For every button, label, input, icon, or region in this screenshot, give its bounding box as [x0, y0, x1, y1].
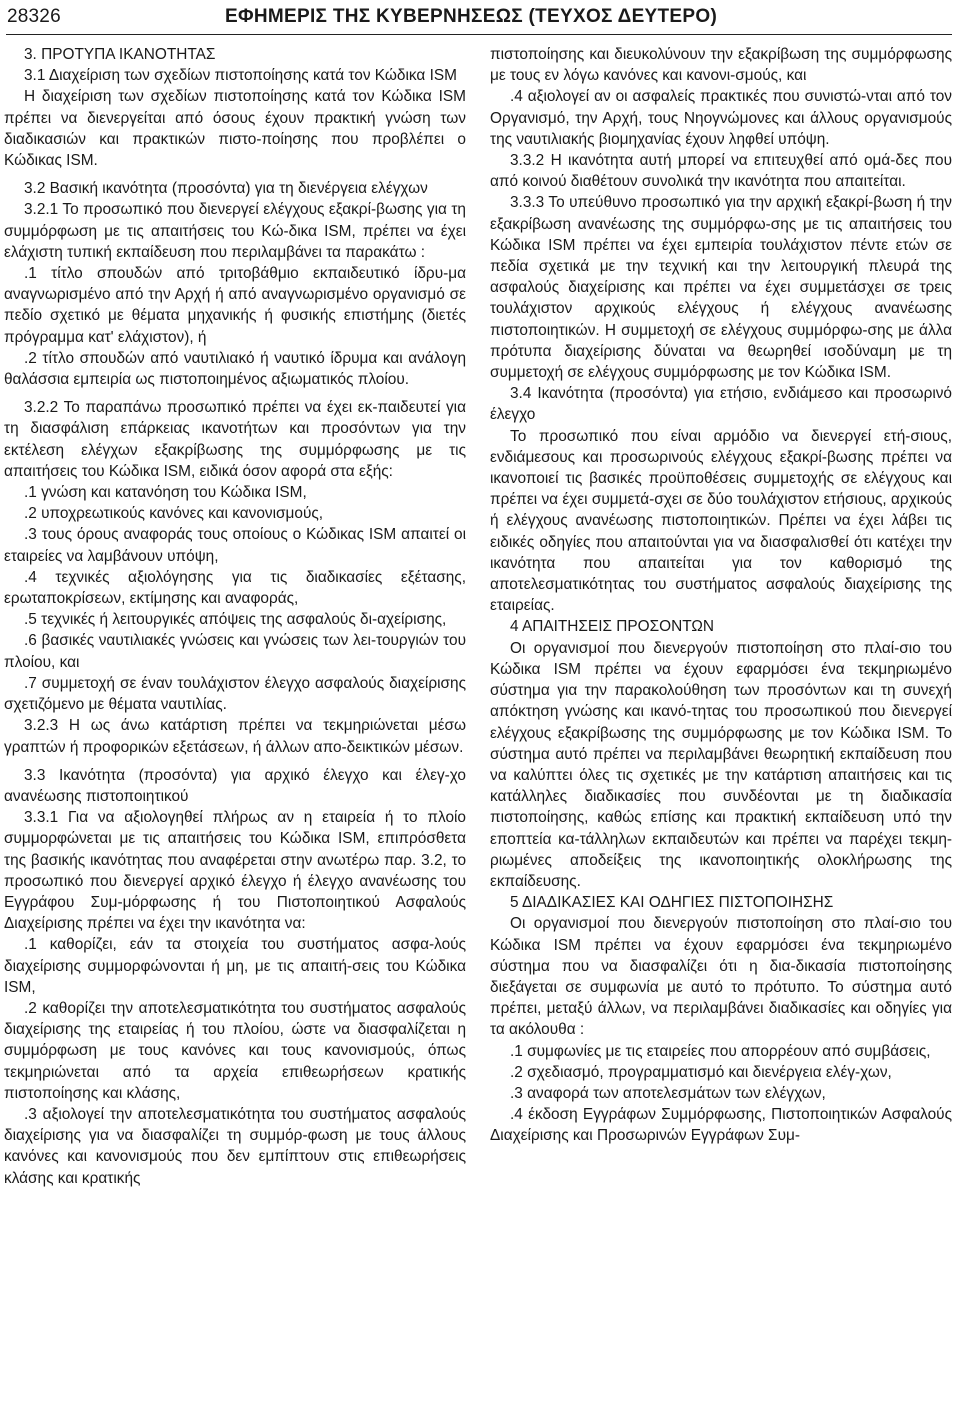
- list-item: .1 γνώση και κατανόηση του Κώδικα ISM,: [24, 484, 307, 502]
- paragraph: 3.3.3 Το υπεύθυνο προσωπικό για την αρχική εξακρί-βωση ή την εξακρίβωση ανανέωσης της συμμόρφω-σης με τις απαιτήσεις του Κώδικα ISM πρέπει να έχει εμπειρία τουλάχιστον πέντε ετών σε πεδία σχετικά με την τεχνική και την λειτουργική πλευρά της ασφαλούς διαχείρισης και πρέπει να έχει συμμετάσχει σε τρεις τουλάχιστον αρχικούς ελέγχους ή ελέγχους ανανέωσης πιστοποιητικών. Η συμμετοχή σε ελέγχους συμμόρφω-σης με άλλα πρότυπα διαχείρισης δύναται να θεωρηθεί ισοδύναμη με τη συμμετοχή σε ελέγχους συμμόρφωσης με τον Κώδικα ISM.: [490, 194, 952, 382]
- paragraph: 3.3.2 Η ικανότητα αυτή μπορεί να επιτευχθεί από ομά-δες που από κοινού διαθέτουν συνολικά την ικανότητα που απαιτείται.: [490, 152, 952, 191]
- list-item: .3 τους όρους αναφοράς τους οποίους ο Κώδικας ISM απαιτεί οι εταιρείες να λαμβάνουν υπόψη,: [4, 526, 466, 565]
- section-heading-4: 4 ΑΠΑΙΤΗΣΕΙΣ ΠΡΟΣΟΝΤΩΝ: [510, 618, 714, 636]
- list-item: .2 σχεδιασμό, προγραμματισμό και διενέργεια ελέγ-χων,: [510, 1063, 892, 1081]
- page-header: [0, 0, 960, 40]
- paragraph: 3.2.2 Το παραπάνω προσωπικό πρέπει να έχει εκ-παιδευτεί για τη διασφάλιση επάρκειας ικανοτήτων και προσόντων για την εκτέλεση ελέγχων εξακρίβωσης της συμμόρφωσης με τις απαιτήσεις του Κώδικα ISM, ειδικά όσον αφορά στα εξής:: [4, 399, 466, 480]
- paragraph: Η διαχείριση των σχεδίων πιστοποίησης κατά τον Κώδικα ISM πρέπει να διενεργείται από όσους έχουν πρακτική γνώση των διαδικασιών και πρακτικών πιστο-ποίησης που προβλέπει ο Κώδικας ISM.: [4, 88, 466, 170]
- journal-title: ΕΦΗΜΕΡΙΣ ΤΗΣ ΚΥΒΕΡΝΗΣΕΩΣ (ΤΕΥΧΟΣ ΔΕΥΤΕΡΟ): [225, 6, 718, 27]
- list-item: .1 συμφωνίες με τις εταιρείες που απορρέουν από συμβάσεις,: [510, 1042, 931, 1060]
- list-item: .2 καθορίζει την αποτελεσματικότητα του συστήματος ασφαλούς διαχείρισης της εταιρείας ή του πλοίου, ώστε να διασφαλίζεται η συμμόρφωση με τους κανόνες και τους κανονισμούς, όπως τεκμηριώνεται από τα αρχεία επιθεωρήσεων κρατικής πιστοποίησης και κλάσης,: [4, 999, 466, 1102]
- list-item: .4 αξιολογεί αν οι ασφαλείς πρακτικές που συνιστώ-νται από τον Οργανισμό, την Αρχή, τους Νηογνώμονες και άλλους οργανισμούς της ναυτιλιακής βιομηχανίας έχουν ληφθεί υπόψη.: [490, 88, 952, 148]
- header-rule: [6, 34, 952, 35]
- right-column: [490, 44, 952, 1424]
- subsection-heading-3-3: 3.3 Ικανότητα (προσόντα) για αρχικό έλεγχο και έλεγ-χο ανανέωσης πιστοποιητικού: [4, 766, 466, 805]
- subsection-heading-3-1: 3.1 Διαχείριση των σχεδίων πιστοποίησης κατά τον Κώδικα ISM: [24, 67, 457, 85]
- list-item: .6 βασικές ναυτιλιακές γνώσεις και γνώσεις των λει-τουργιών του πλοίου, και: [4, 632, 466, 671]
- list-item: .7 συμμετοχή σε έναν τουλάχιστον έλεγχο ασφαλούς διαχείρισης σχετιζόμενο με θέματα ναυτιλίας.: [4, 674, 466, 714]
- list-item: .5 τεχνικές ή λειτουργικές απόψεις της ασφαλούς δι-αχείρισης,: [24, 611, 447, 629]
- paragraph: Το προσωπικό που είναι αρμόδιο να διενεργεί ετή-σιους, ενδιάμεσους και προσωρινούς ελέγχους εξακρί-βωσης πρέπει να ικανοποιεί τις βασικές προϋποθέσεις συμμετοχής σε ελέγχους και πρέπει να έχει συμμετά-σχει σε δύο τουλάχιστον ετήσιους, αρχικούς ή ελέγχους ανανέωσης πιστοποιητικών. Πρέπει να έχει λάβει τις ειδικές οδηγίες που απαιτούνται για να διασφαλισθεί ότι κατέχει την ικανότητα που απαιτείται για τον καθορισμό της αποτελεσματικότητας του συστήματος ασφαλούς διαχείρισης της εταιρείας.: [490, 427, 952, 615]
- left-column: [4, 44, 466, 1424]
- list-item: .3 αξιολογεί την αποτελεσματικότητα του συστήματος ασφαλούς διαχείρισης για να διασφαλίζει τη συμμόρ-φωση με τους άλλους κανόνες και κανονισμούς που δεν εμπίπτουν στις επιθεωρήσεις κλάσης και κρατικής: [4, 1105, 466, 1187]
- paragraph: 3.2.1 Το προσωπικό που διενεργεί ελέγχους εξακρί-βωσης για τη συμμόρφωση με τις απαιτήσεις του Κώ-δικα ISM, πρέπει να έχει ελάχιστη τυπική εκπαίδευση που περιλαμβάνει τα παρακάτω :: [4, 201, 466, 261]
- section-heading-5: 5 ΔΙΑΔΙΚΑΣΙΕΣ ΚΑΙ ΟΔΗΓΙΕΣ ΠΙΣΤΟΠΟΙΗΣΗΣ: [510, 894, 834, 912]
- paragraph: 3.2.3 Η ως άνω κατάρτιση πρέπει να τεκμηριώνεται μέσω γραπτών ή προφορικών εξετάσεων, ή άλλων απο-δεικτικών μέσων.: [4, 717, 466, 756]
- section-heading-qualification-standards: 3. ΠΡΟΤΥΠΑ ΙΚΑΝΟΤΗΤΑΣ: [24, 46, 216, 63]
- page-number: 28326: [7, 6, 61, 27]
- paragraph: Οι οργανισμοί που διενεργούν πιστοποίηση στο πλαί-σιο του Κώδικα ISM πρέπει να έχουν εφαρμόσει ένα τεκμηριωμένο σύστημα για την παρακολούθηση των προσόντων και τη συνεχή απόκτηση γνώσης και ικανό-τητας του προσωπικού που διενεργεί ελέγχους εξακρίβωσης της συμμόρφωσης με τον Κώδικα ISM. Το σύστημα αυτό πρέπει να περιλαμβάνει θεωρητική εκπαίδευση που να καλύπτει όλες τις σχετικές με την κατάρτιση απαιτήσεις και τις κατάλληλες διαδικασίες που συνδέονται με τη διαδικασία πιστοποίησης, καθώς επίσης και πρακτική εκπαίδευση υπό την εποπτεία κα-τάλληλων εκπαιδευτών και πρέπει να παρέχει τεκμη-ριωμένες αποδείξεις της ικανοποιητικής ολοκλήρωσης της εκπαίδευσης.: [490, 639, 952, 890]
- subsection-heading-3-2: 3.2 Βασική ικανότητα (προσόντα) για τη διενέργεια ελέγχων: [24, 180, 428, 198]
- list-item: .2 τίτλο σπουδών από ναυτιλιακό ή ναυτικό ίδρυμα και ανάλογη θαλάσσια εμπειρία ως πιστοποιημένος αξιωματικός πλοίου.: [4, 349, 466, 389]
- list-item: .4 έκδοση Εγγράφων Συμμόρφωσης, Πιστοποιητικών Ασφαλούς Διαχείρισης και Προσωρινών Εγγράφων Συμ-: [490, 1106, 952, 1145]
- paragraph: 3.3.1 Για να αξιολογηθεί πλήρως αν η εταιρεία ή το πλοίο συμμορφώνεται με τις απαιτήσεις του Κώδικα ISM, επιπρόσθετα της βασικής ικανότητας που αναφέρεται στην ανωτέρω παρ. 3.2, το προσωπικό που διενεργεί αρχικό έλεγχο ή έλεγχο ανανέωσης του Εγγράφου Συμ-μόρφωσης ή του Πιστοποιητικού Ασφαλούς Διαχείρισης πρέπει να έχει την ικανότητα να:: [4, 809, 466, 933]
- list-item: .2 υποχρεωτικούς κανόνες και κανονισμούς,: [24, 505, 324, 523]
- list-item: .1 καθορίζει, εάν τα στοιχεία του συστήματος ασφα-λούς διαχείρισης συμμορφώνονται ή μη, με τις απαιτή-σεις του Κώδικα ISM,: [4, 936, 466, 996]
- list-item: .1 τίτλο σπουδών από τριτοβάθμιο εκπαιδευτικό ίδρυ-μα αναγνωρισμένο από την Αρχή ή από αναγνωρισμένο οργανισμό σε πεδίο σχετικό με θέματα μηχανικής ή φυσικής επιστήμης (διετές πρόγραμμα κατ' ελάχιστον), ή: [4, 265, 466, 346]
- list-item: .3 αναφορά των αποτελεσμάτων των ελέγχων,: [510, 1084, 826, 1102]
- subsection-heading-3-4: 3.4 Ικανότητα (προσόντα) για ετήσιο, ενδιάμεσο και προσωρινό έλεγχο: [490, 385, 952, 424]
- list-item: .4 τεχνικές αξιολόγησης για τις διαδικασίες εξέτασης, ερωταποκρίσεων, εκτίμησης και αναφοράς,: [4, 568, 466, 608]
- paragraph-continued: πιστοποίησης και διευκολύνουν την εξακρίβωση της συμμόρφωσης με τους εν λόγω κανόνες και κανονι-σμούς, και: [490, 46, 952, 85]
- paragraph: Οι οργανισμοί που διενεργούν πιστοποίηση στο πλαί-σιο του Κώδικα ISM πρέπει να έχουν εφαρμόσει ένα τεκμηριωμένο σύστημα που να διασφαλίζει ότι η δια-δικασία πιστοποίησης διεξάγεται σε συμφωνία με αυτό το πρότυπο. Το σύστημα αυτό πρέπει, μεταξύ άλλων, να περιλαμβάνει διαδικασίες και οδηγίες για τα ακόλουθα :: [490, 915, 952, 1039]
